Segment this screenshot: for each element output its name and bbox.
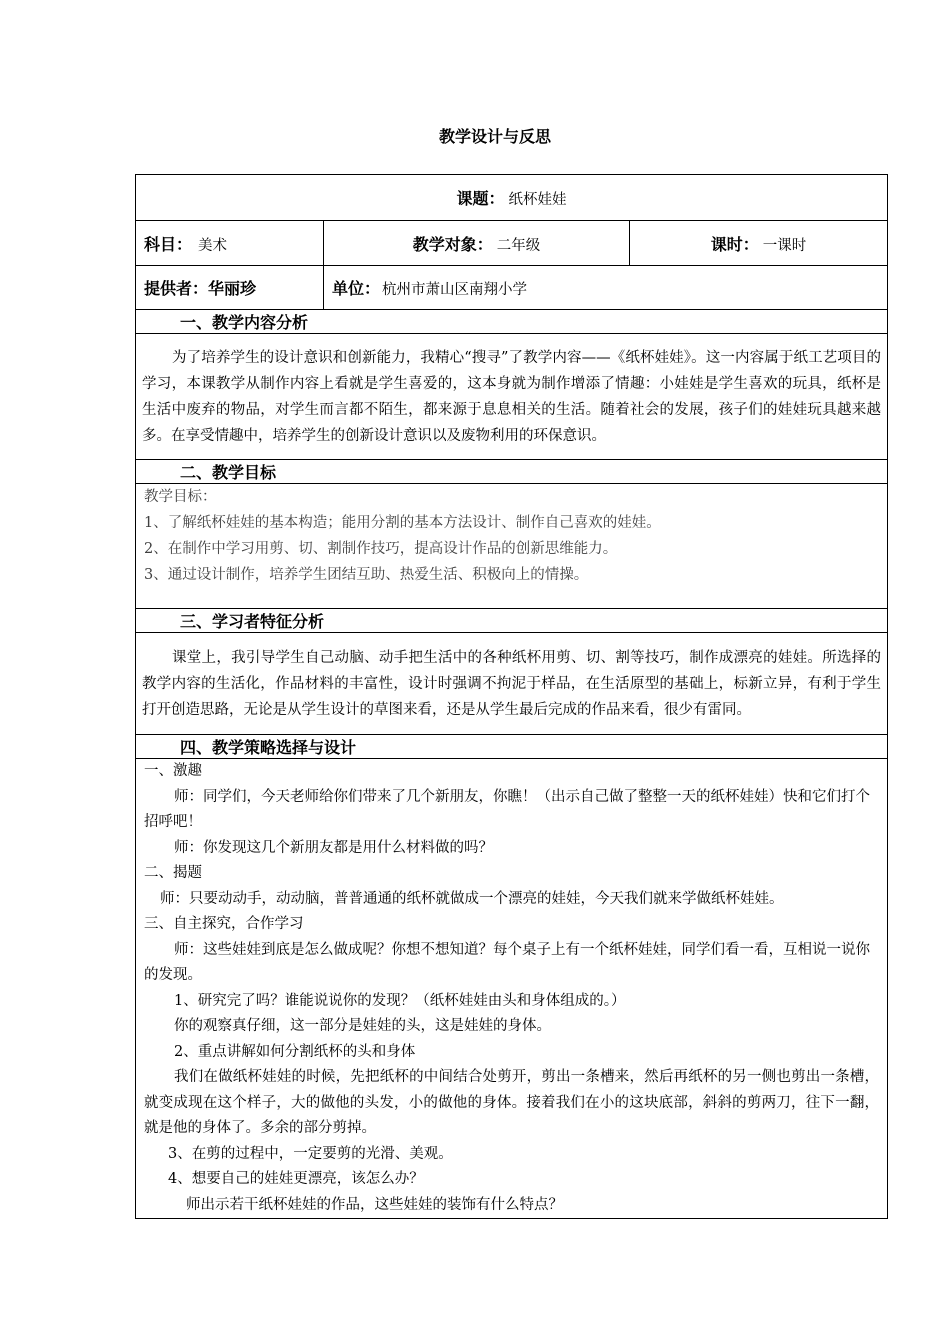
step-note: 你的观察真仔细，这一部分是娃娃的头，这是娃娃的身体。 xyxy=(174,1018,551,1034)
topic-label: 课题： xyxy=(456,189,505,208)
section-1-body-row xyxy=(136,334,888,460)
step-item: 4、想要自己的娃娃更漂亮，该怎么办？ xyxy=(168,1171,424,1187)
section-4-body-row xyxy=(136,759,888,1219)
unit-label: 单位： xyxy=(332,279,381,298)
period-cell xyxy=(630,221,888,266)
step-heading: 一、激趣 xyxy=(144,763,202,779)
step-note: 师出示若干纸杯娃娃的作品，这些娃娃的装饰有什么特点？ xyxy=(186,1196,563,1213)
meta-row xyxy=(136,221,888,266)
section-1-title: 一、教学内容分析 xyxy=(136,310,888,334)
teacher-line: 师：你发现这几个新朋友都是用什么材料做的吗？ xyxy=(174,839,493,856)
section-4-header-row xyxy=(136,735,888,759)
section-2-header-row xyxy=(136,460,888,484)
audience-cell xyxy=(324,221,630,266)
audience-label: 教学对象： xyxy=(412,234,493,254)
provider-cell xyxy=(136,266,324,310)
step-item: 3、在剪的过程中，一定要剪的光滑、美观。 xyxy=(168,1145,453,1162)
topic-cell xyxy=(136,175,888,221)
section-2-title: 二、教学目标 xyxy=(136,460,888,484)
section-1-header-row xyxy=(136,310,888,334)
subject-value: 美术 xyxy=(198,237,228,254)
section-3-title: 三、学习者特征分析 xyxy=(136,609,888,633)
objective-item: 3、通过设计制作，培养学生团结互助、热爱生活、积极向上的情操。 xyxy=(144,567,589,583)
topic-value: 纸杯娃娃 xyxy=(508,192,567,208)
lesson-plan-table xyxy=(135,174,888,1219)
teacher-line: 师：这些娃娃到底是怎么做成呢？你想不想知道？每个桌子上有一个纸杯娃娃，同学们看一看，互相说一说你的发现。 xyxy=(144,941,870,983)
step-heading: 二、揭题 xyxy=(144,865,202,881)
section-3-body-row xyxy=(136,633,888,735)
objective-item: 2、在制作中学习用剪、切、割制作技巧，提高设计作品的创新思维能力。 xyxy=(144,541,618,557)
subject-label: 科目： xyxy=(144,234,193,254)
section-4-body xyxy=(136,759,888,1219)
section-4-title: 四、教学策略选择与设计 xyxy=(136,735,888,759)
step-item: 2、重点讲解如何分割纸杯的头和身体 xyxy=(174,1043,416,1060)
section-3-text: 课堂上，我引导学生自己动脑、动手把生活中的各种纸杯用剪、切、割等技巧，制作成漂亮的娃娃。所选择的教学内容的生活化，作品材料的丰富性，设计时强调不拘泥于样品，在生活原型的基础上，标新立异，有利于学生打开创造思路，无论是从学生设计的草图来看，还是从学生最后完成的作品来看，很少有雷同。 xyxy=(136,633,888,735)
provider-label: 提供者：华丽珍 xyxy=(144,279,257,298)
step-item: 1、研究完了吗？谁能说说你的发现？（纸杯娃娃由头和身体组成的。） xyxy=(174,992,626,1009)
unit-value: 杭州市萧山区南翔小学 xyxy=(382,282,528,298)
provider-row xyxy=(136,266,888,310)
teacher-line: 师：同学们，今天老师给你们带来了几个新朋友，你瞧！（出示自己做了整整一天的纸杯娃娃）快和它们打个招呼吧！ xyxy=(144,788,870,830)
step-note: 我们在做纸杯娃娃的时候，先把纸杯的中间结合处剪开，剪出一条槽来，然后再纸杯的另一侧也剪出一条槽，就变成现在这个样子，大的做他的头发，小的做他的身体。接着我们在小的这块底部，斜斜的剪两刀，往下一翻，就是他的身体了。多余的部分剪掉。 xyxy=(144,1069,880,1136)
section-1-text: 为了培养学生的设计意识和创新能力，我精心“搜寻”了教学内容——《纸杯娃娃》。这一内容属于纸工艺项目的学习，本课教学从制作内容上看就是学生喜爱的，这本身就为制作增添了情趣：小娃娃是学生喜欢的玩具，纸杯是生活中废弃的物品，对学生而言都不陌生，都来源于息息相关的生活。随着社会的发展，孩子们的娃娃玩具越来越多。在享受情趣中，培养学生的创新设计意识以及废物利用的环保意识。 xyxy=(136,334,888,460)
topic-row xyxy=(136,175,888,221)
period-label: 课时： xyxy=(710,234,759,254)
section-2-body xyxy=(136,484,888,609)
audience-value: 二年级 xyxy=(496,237,541,254)
section-2-body-row xyxy=(136,484,888,609)
objective-item: 1、了解纸杯娃娃的基本构造；能用分割的基本方法设计、制作自己喜欢的娃娃。 xyxy=(144,515,661,531)
objectives-heading: 教学目标： xyxy=(144,489,217,505)
period-value: 一课时 xyxy=(762,237,807,254)
subject-cell xyxy=(136,221,324,266)
document-title: 教学设计与反思 xyxy=(438,127,551,146)
unit-cell xyxy=(324,266,888,310)
step-heading: 三、自主探究，合作学习 xyxy=(144,916,304,932)
section-3-header-row xyxy=(136,609,888,633)
teacher-line: 师：只要动动手，动动脑，普普通通的纸杯就做成一个漂亮的娃娃，今天我们就来学做纸杯娃娃。 xyxy=(160,890,784,907)
